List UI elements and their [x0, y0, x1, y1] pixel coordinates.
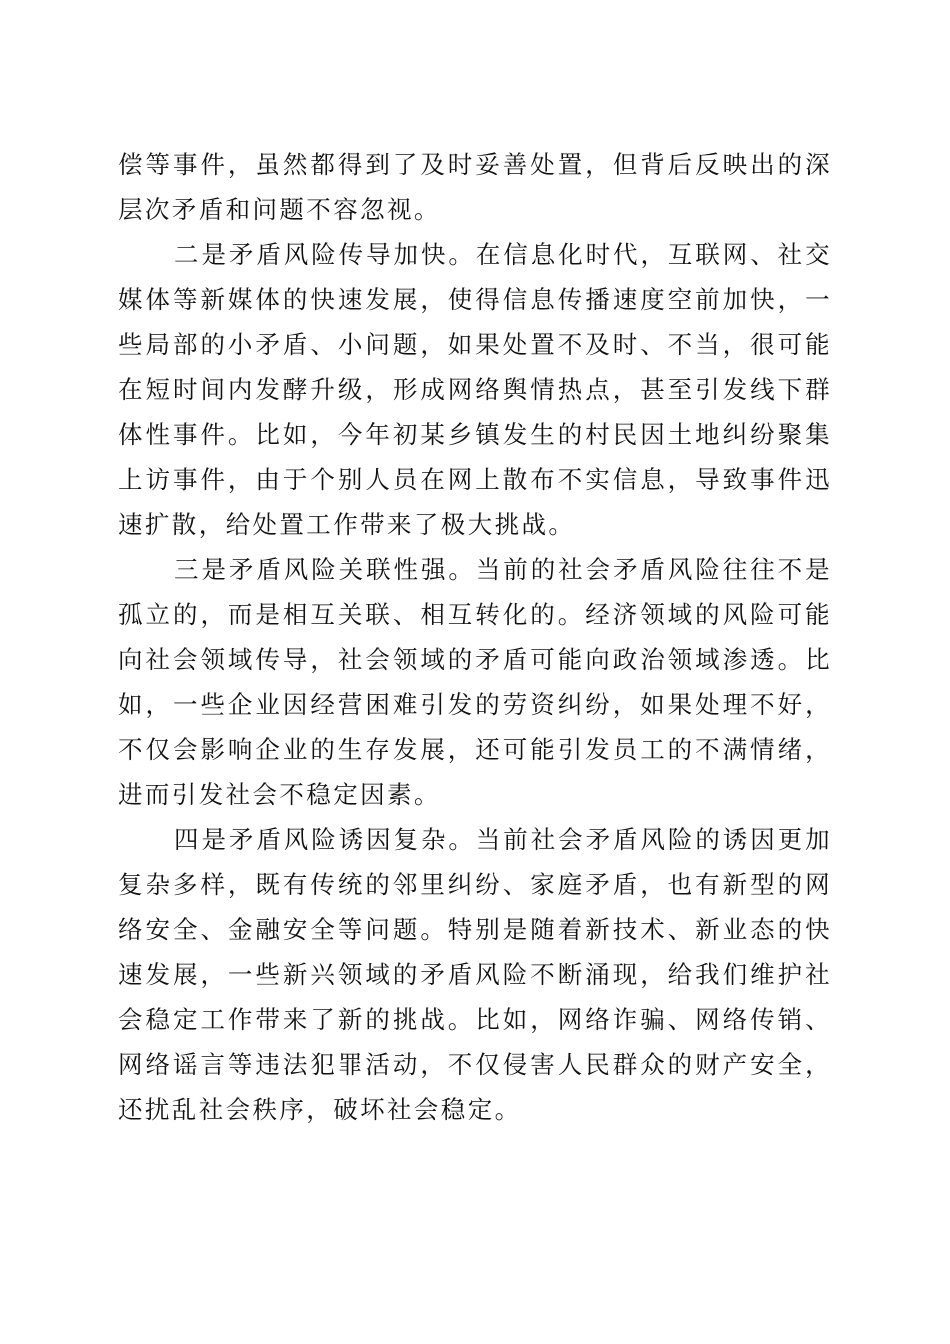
- paragraph-point-three: 三是矛盾风险关联性强。当前的社会矛盾风险往往不是孤立的，而是相互关联、相互转化的。经济领域的风险可能向社会领域传导，社会领域的矛盾可能向政治领域渗透。比如，一些企业因经营困难引发的劳资纠纷，如果处理不好，不仅会影响企业的生存发展，还可能引发员工的不满情绪，进而引发社会不稳定因素。: [118, 555, 832, 809]
- document-body: [118, 142, 832, 1132]
- paragraph-point-four: 四是矛盾风险诱因复杂。当前社会矛盾风险的诱因更加复杂多样，既有传统的邻里纠纷、家庭矛盾，也有新型的网络安全、金融安全等问题。特别是随着新技术、新业态的快速发展，一些新兴领域的矛盾风险不断涌现，给我们维护社会稳定工作带来了新的挑战。比如，网络诈骗、网络传销、网络谣言等违法犯罪活动，不仅侵害人民群众的财产安全，还扰乱社会秩序，破坏社会稳定。: [118, 825, 832, 1124]
- paragraph-point-two: 二是矛盾风险传导加快。在信息化时代，互联网、社交媒体等新媒体的快速发展，使得信息传播速度空前加快，一些局部的小矛盾、小问题，如果处置不及时、不当，很可能在短时间内发酵升级，形成网络舆情热点，甚至引发线下群体性事件。比如，今年初某乡镇发生的村民因土地纠纷聚集上访事件，由于个别人员在网上散布不实信息，导致事件迅速扩散，给处置工作带来了极大挑战。: [118, 240, 832, 539]
- paragraph-continuation: 偿等事件，虽然都得到了及时妥善处置，但背后反映出的深层次矛盾和问题不容忽视。: [118, 150, 832, 224]
